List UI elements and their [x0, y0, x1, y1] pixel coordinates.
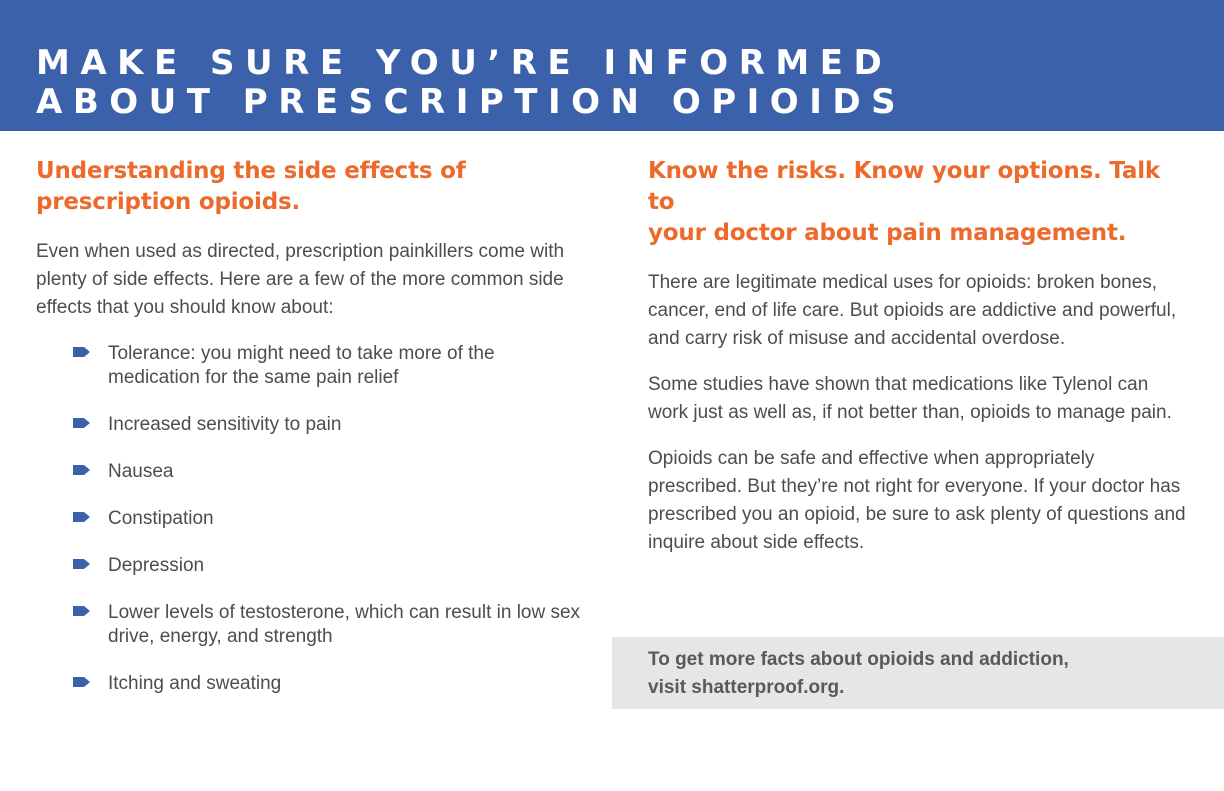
- list-item: [108, 413, 581, 437]
- risks-heading-line-2: your doctor about pain management.: [648, 220, 1127, 246]
- list-item-text: Tolerance: you might need to take more of the medication for the same pain relief: [108, 343, 495, 388]
- arrow-bullet-icon: [73, 558, 91, 570]
- header-banner: [0, 0, 1224, 131]
- list-item-text: Nausea: [108, 461, 174, 482]
- risks-paragraph-1: There are legitimate medical uses for opioids: broken bones, cancer, end of life care. But opioids are addictive and powerful, and carry risk of misuse and accidental overdose.: [648, 272, 1177, 349]
- risks-paragraph-2: Some studies have shown that medications like Tylenol can work just as well as, if not better than, opioids to manage pain.: [648, 374, 1172, 423]
- side-effects-column: [36, 156, 581, 719]
- side-effects-heading-line-1: Understanding the side effects of: [36, 158, 466, 184]
- list-item-text: Constipation: [108, 508, 214, 529]
- arrow-bullet-icon: [73, 417, 91, 429]
- side-effects-intro: Even when used as directed, prescription painkillers come with plenty of side effects. Here are a few of the more common side effects that you should know about:: [36, 241, 565, 318]
- page-title: [36, 44, 906, 122]
- side-effects-heading: [36, 156, 581, 218]
- arrow-bullet-icon: [73, 464, 91, 476]
- list-item: [108, 342, 581, 390]
- side-effects-heading-line-2: prescription opioids.: [36, 189, 301, 215]
- list-item-text: Depression: [108, 555, 205, 576]
- side-effects-list: [36, 342, 581, 696]
- list-item-text: Itching and sweating: [108, 673, 282, 694]
- risks-paragraph-3: Opioids can be safe and effective when appropriately prescribed. But they’re not right for everyone. If your doctor has prescribed you an opioid, be sure to ask plenty of questions and inquire about side effects.: [648, 448, 1186, 553]
- arrow-bullet-icon: [73, 346, 91, 358]
- risks-heading: [648, 156, 1188, 249]
- list-item: [108, 507, 581, 531]
- cta-line-2[interactable]: visit shatterproof.org.: [648, 677, 845, 698]
- page-title-line-1: MAKE SURE YOU’RE INFORMED: [36, 43, 893, 83]
- cta-box: [612, 637, 1224, 709]
- list-item: [108, 460, 581, 484]
- risks-heading-line-1: Know the risks. Know your options. Talk to: [648, 158, 1161, 215]
- cta-text: [648, 646, 1188, 702]
- list-item: [108, 554, 581, 578]
- arrow-bullet-icon: [73, 605, 91, 617]
- cta-line-1: To get more facts about opioids and addiction,: [648, 649, 1069, 670]
- list-item-text: Lower levels of testosterone, which can result in low sex drive, energy, and strength: [108, 602, 581, 647]
- list-item-text: Increased sensitivity to pain: [108, 414, 342, 435]
- list-item: [108, 601, 581, 649]
- arrow-bullet-icon: [73, 676, 91, 688]
- page-title-line-2: ABOUT PRESCRIPTION OPIOIDS: [36, 82, 907, 122]
- risks-column: [648, 156, 1188, 557]
- arrow-bullet-icon: [73, 511, 91, 523]
- list-item: [108, 672, 581, 696]
